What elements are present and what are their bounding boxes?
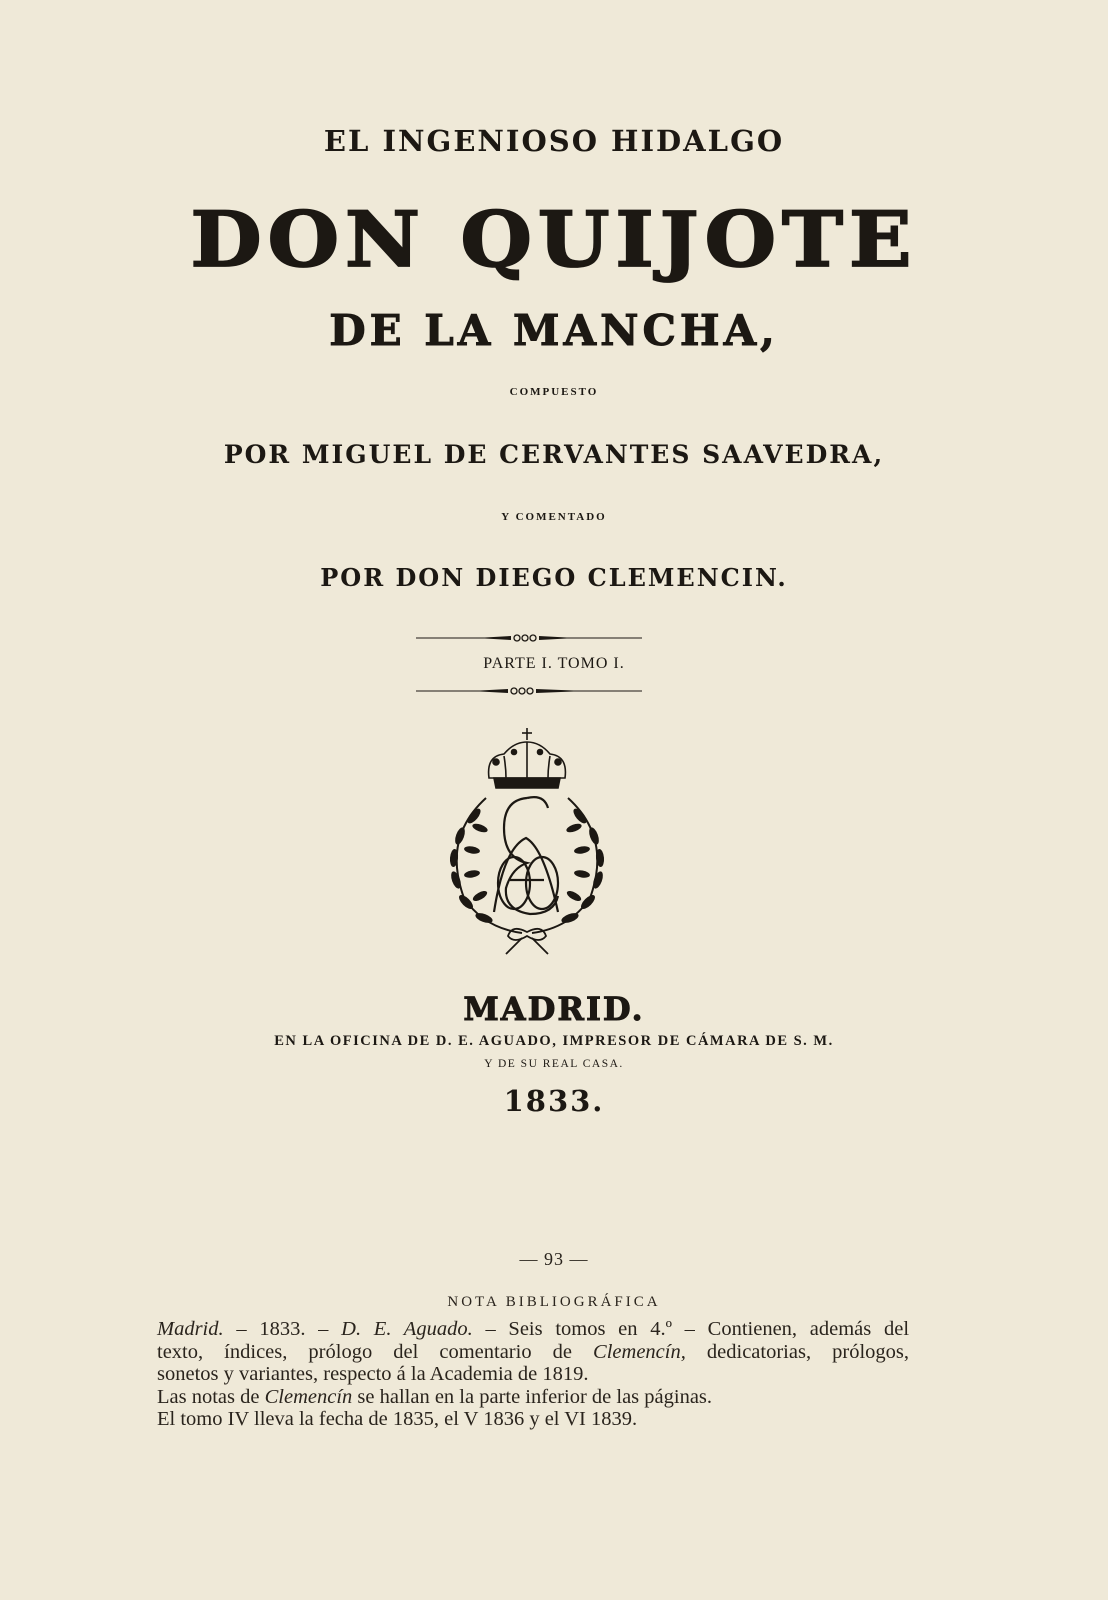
nota-line-2 bbox=[157, 1341, 909, 1364]
nota-line-1-rest: – Seis tomos en 4.º – Contienen, además del bbox=[472, 1318, 910, 1340]
volume-label: PARTE I. TOMO I. bbox=[483, 655, 625, 672]
compuesto-label: COMPUESTO bbox=[509, 386, 599, 398]
imprint-city: MADRID. bbox=[463, 990, 645, 1028]
nota-line-2-name: Clemencín, bbox=[593, 1340, 686, 1363]
nota-line-3: sonetos y variantes, respecto á la Academia de 1819. bbox=[157, 1363, 589, 1385]
author-line: POR MIGUEL DE CERVANTES SAAVEDRA, bbox=[223, 440, 885, 469]
nota-line-4-end: se hallan en la parte inferior de las páginas. bbox=[352, 1385, 713, 1408]
royal-monogram-emblem-icon bbox=[434, 728, 620, 958]
nota-line-5: El tomo IV lleva la fecha de 1835, el V 1836 y el VI 1839. bbox=[157, 1408, 638, 1430]
nota-line-2-start: texto, índices, prólogo del comentario de bbox=[157, 1340, 594, 1363]
nota-line-4-name: Clemencín bbox=[264, 1385, 353, 1408]
nota-line-1 bbox=[157, 1318, 909, 1341]
nota-line-4-start: Las notas de bbox=[157, 1385, 265, 1408]
ornamental-rule-top bbox=[416, 632, 642, 644]
comentado-label: Y COMENTADO bbox=[501, 511, 607, 523]
nota-date: – 1833. – bbox=[223, 1318, 342, 1340]
nota-line-4 bbox=[157, 1386, 909, 1409]
ornamental-rule-bottom bbox=[416, 685, 642, 697]
imprint-house: Y DE SU REAL CASA. bbox=[484, 1058, 624, 1070]
imprint-year: 1833. bbox=[503, 1084, 605, 1118]
title-line-1: EL INGENIOSO HIDALGO bbox=[323, 124, 785, 158]
title-line-3: DE LA MANCHA, bbox=[329, 306, 779, 355]
nota-body bbox=[157, 1318, 909, 1431]
title-main: DON QUIJOTE bbox=[190, 195, 918, 285]
commentator-line: POR DON DIEGO CLEMENCIN. bbox=[320, 563, 788, 592]
page-number: — 93 — bbox=[519, 1249, 589, 1269]
nota-printer: D. E. Aguado. bbox=[341, 1318, 473, 1340]
imprint-printer: EN LA OFICINA DE D. E. AGUADO, IMPRESOR DE CÁMARA DE S. M. bbox=[274, 1033, 834, 1049]
nota-heading: NOTA BIBLIOGRÁFICA bbox=[447, 1294, 661, 1310]
nota-city: Madrid. bbox=[157, 1318, 224, 1340]
nota-line-2-end: dedicatorias, prólogos, bbox=[685, 1340, 909, 1363]
